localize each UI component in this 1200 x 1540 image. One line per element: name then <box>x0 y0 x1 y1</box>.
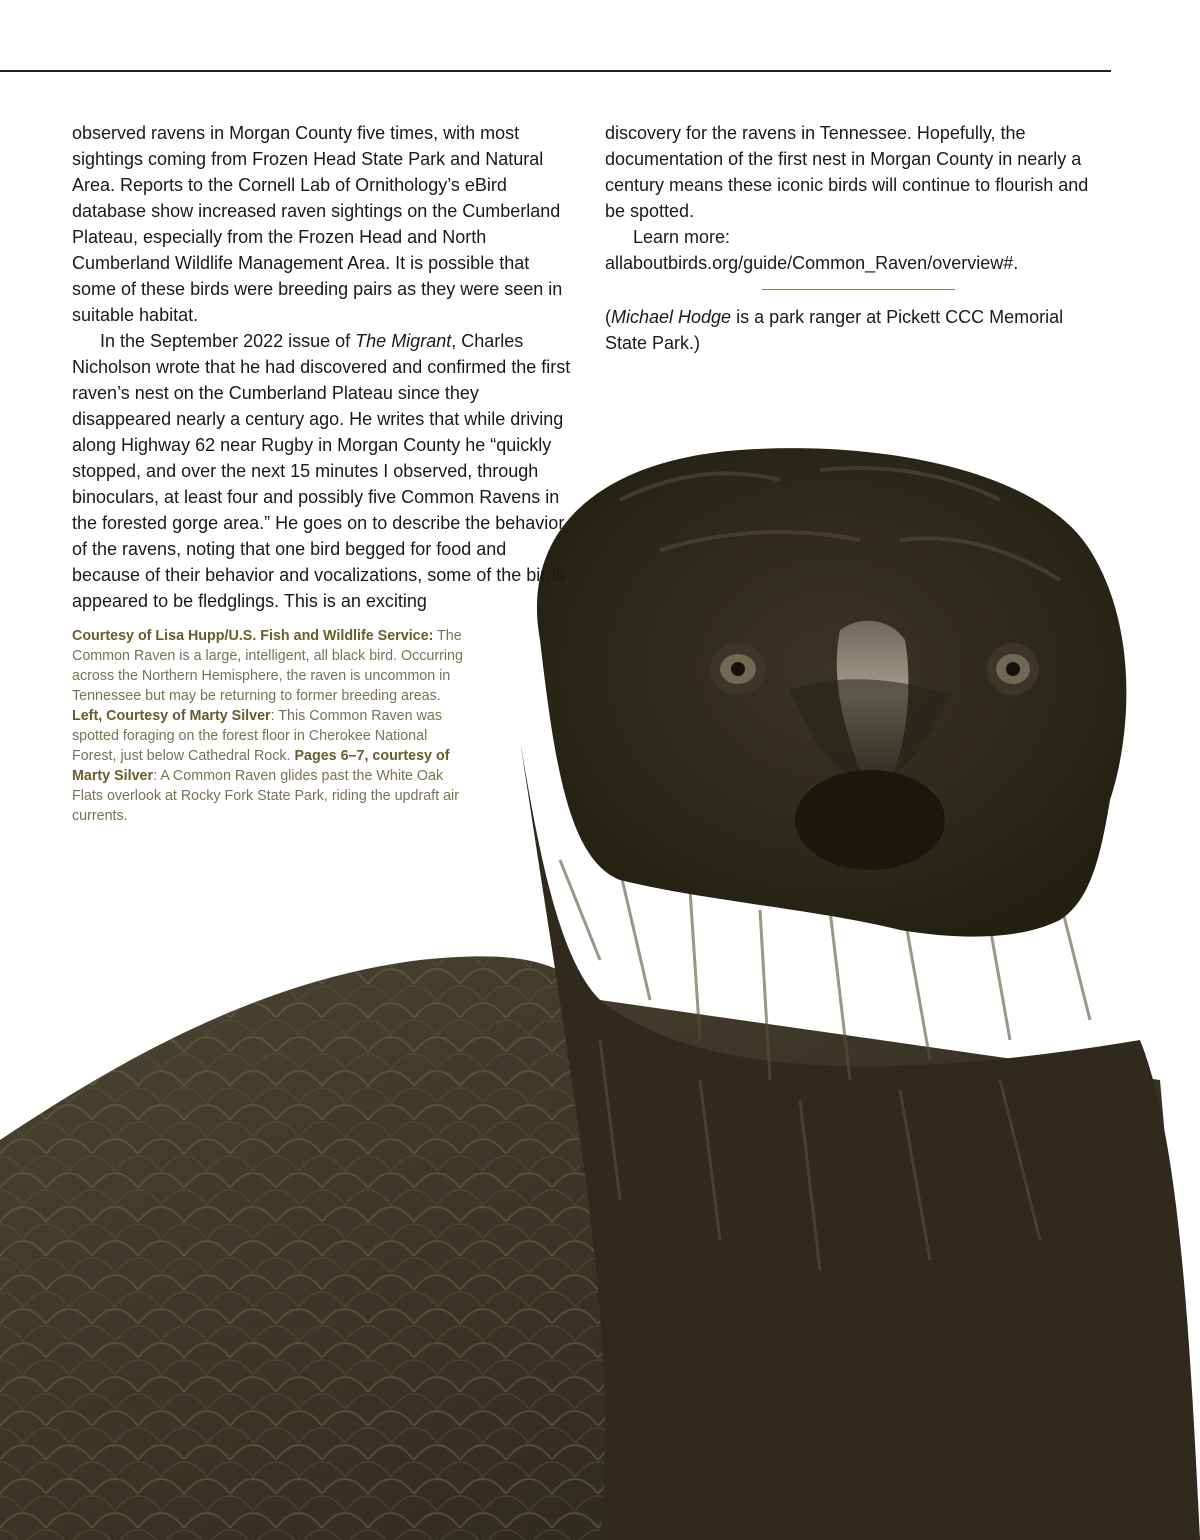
photo-caption <box>72 626 472 826</box>
top-rule <box>0 70 1111 72</box>
section-divider <box>762 289 955 290</box>
left-paragraph-2 <box>72 328 574 614</box>
author-name: Michael Hodge <box>611 307 732 327</box>
bio-open: ( <box>605 307 611 327</box>
right-column <box>605 120 1105 356</box>
author-bio <box>605 304 1105 356</box>
caption-text-1: The Common Raven is a large, intelligent, all black bird. Occurring across the Northern Hemisphere, the raven is uncommon in Tennessee but may be returning to former breeding areas. <box>72 628 463 704</box>
caption-credit-2: Left, Courtesy of Marty Silver <box>72 708 271 724</box>
publication-title: The Migrant <box>355 331 452 351</box>
left-column <box>72 120 574 614</box>
caption-credit-3: Pages 6–7, courtesy of Marty Silver <box>72 748 450 784</box>
left-paragraph-1: observed ravens in Morgan County five times, with most sightings coming from Frozen Head State Park and Natural Area. Reports to the Cornell Lab of Ornithology’s eBird database show increased raven sightings on the Cumberland Plateau, especially from the Frozen Head and North Cumberland Wildlife Management Area. It is possible that some of these birds were breeding pairs as they were seen in suitable habitat. <box>72 123 563 325</box>
learn-more-link[interactable]: Learn more: allaboutbirds.org/guide/Common_Raven/overview#. <box>605 227 1019 273</box>
bio-rest: is a park ranger at Pickett CCC Memorial State Park.) <box>605 307 1064 353</box>
right-paragraph-1: discovery for the ravens in Tennessee. Hopefully, the documentation of the first nest in Morgan County in nearly a century means these iconic birds will continue to flourish and be spotted. <box>605 123 1089 221</box>
caption-credit-1: Courtesy of Lisa Hupp/U.S. Fish and Wildlife Service: <box>72 628 434 644</box>
caption-text-3: : A Common Raven glides past the White Oak Flats overlook at Rocky Fork State Park, riding the updraft air currents. <box>72 768 459 824</box>
p2-before: In the September 2022 issue of <box>100 331 356 351</box>
caption-text-2: : This Common Raven was spotted foraging on the forest floor in Cherokee National Forest, just below Cathedral Rock. <box>72 708 442 764</box>
p2-after: , Charles Nicholson wrote that he had discovered and confirmed the first raven’s nest on the Cumberland Plateau since they disappeared nearly a century ago. He writes that while driving along Highway 62 near Rugby in Morgan County he “quickly stopped, and over the next 15 minutes I observed, through binoculars, at least four and possibly five Common Ravens in the forested gorge area.” He goes on to describe the behavior of the ravens, noting that one bird begged for food and because of their behavior and vocalizations, some of the birds appeared to be fledglings. This is an exciting <box>72 331 571 611</box>
